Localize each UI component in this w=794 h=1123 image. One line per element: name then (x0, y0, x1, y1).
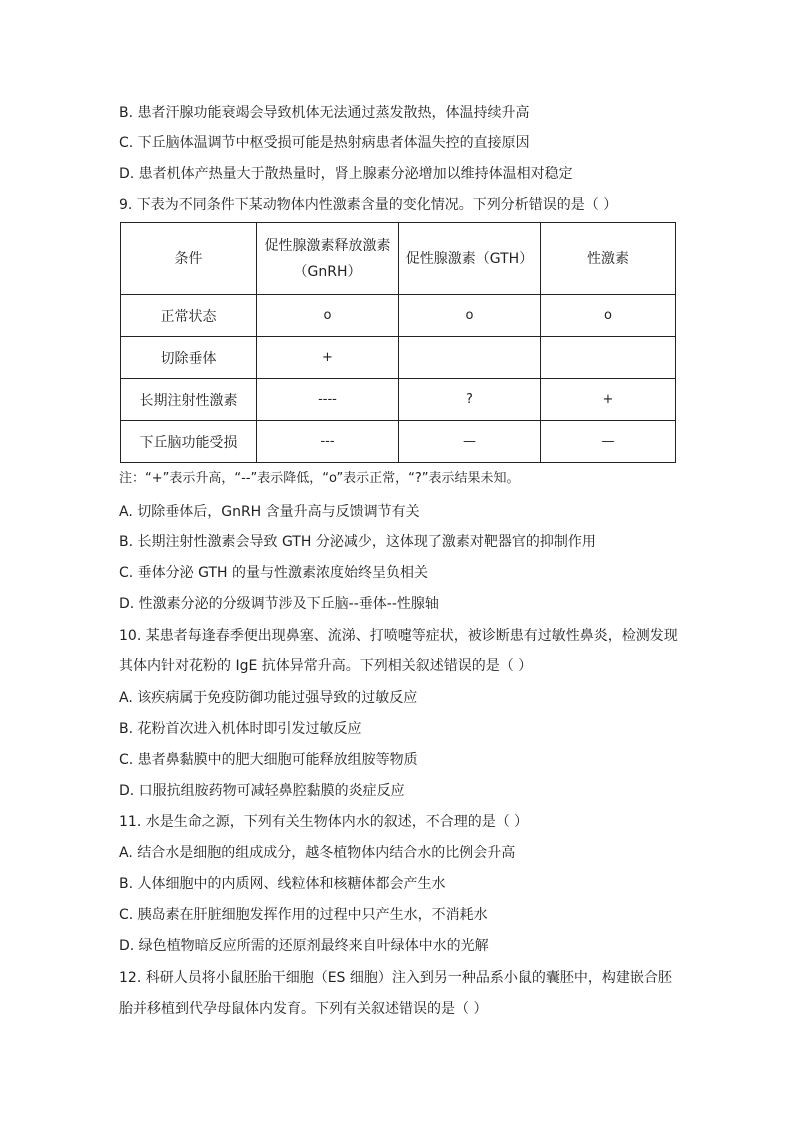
table-header-row (121, 223, 676, 295)
hormone-table (120, 222, 676, 463)
q9-option-d: D. 性激素分泌的分级调节涉及下丘脑--垂体--性腺轴 (119, 596, 439, 612)
q8-option-c: C. 下丘脑体温调节中枢受损可能是热射病患者体温失控的直接原因 (119, 135, 530, 151)
q9-option-b: B. 长期注射性激素会导致 GTH 分泌减少，这体现了激素对靶器官的抑制作用 (119, 534, 596, 550)
table-cell-gnrh: ---- (257, 379, 399, 421)
q10-option-c: C. 患者鼻黏膜中的肥大细胞可能释放组胺等物质 (119, 752, 418, 768)
table-cell-sex-hormone (541, 337, 676, 379)
table-cell-gnrh: o (257, 295, 399, 337)
q10-option-d: D. 口服抗组胺药物可减轻鼻腔黏膜的炎症反应 (119, 783, 405, 799)
table-header-gth: 促性腺激素（GTH） (399, 223, 541, 295)
table-header-gnrh: 促性腺激素释放激素（GnRH） (257, 223, 399, 295)
q11-option-a: A. 结合水是细胞的组成成分，越冬植物体内结合水的比例会升高 (119, 845, 516, 861)
table-cell-gth: ? (399, 379, 541, 421)
table-cell-sex-hormone: — (541, 421, 676, 463)
q9-option-a: A. 切除垂体后，GnRH 含量升高与反馈调节有关 (119, 504, 420, 520)
table-cell-gth: o (399, 295, 541, 337)
table-cell-condition: 长期注射性激素 (121, 379, 257, 421)
table-cell-gth: — (399, 421, 541, 463)
q10-option-a: A. 该疾病属于免疫防御功能过强导致的过敏反应 (119, 690, 418, 706)
table-header-condition: 条件 (121, 223, 257, 295)
table-cell-condition: 正常状态 (121, 295, 257, 337)
table-row (121, 421, 676, 463)
q11-option-d: D. 绿色植物暗反应所需的还原剂最终来自叶绿体中水的光解 (119, 938, 489, 954)
table-cell-condition: 下丘脑功能受损 (121, 421, 257, 463)
q12-stem-line-1: 12. 科研人员将小鼠胚胎干细胞（ES 细胞）注入到另一种品系小鼠的囊胚中，构建嵌合胚 (119, 970, 672, 986)
q11-option-c: C. 胰岛素在肝脏细胞发挥作用的过程中只产生水，不消耗水 (119, 907, 488, 923)
table-cell-gnrh: --- (257, 421, 399, 463)
q12-stem-line-2: 胎并移植到代孕母鼠体内发育。下列有关叙述错误的是（ ） (119, 1001, 488, 1017)
table-cell-condition: 切除垂体 (121, 337, 257, 379)
q11-stem: 11. 水是生命之源，下列有关生物体内水的叙述，不合理的是（ ） (119, 814, 529, 830)
q11-option-b: B. 人体细胞中的内质网、线粒体和核糖体都会产生水 (119, 876, 446, 892)
table-cell-sex-hormone: + (541, 379, 676, 421)
table-row (121, 337, 676, 379)
table-cell-sex-hormone: o (541, 295, 676, 337)
table-cell-gnrh: + (257, 337, 399, 379)
q8-option-b: B. 患者汗腺功能衰竭会导致机体无法通过蒸发散热，体温持续升高 (119, 105, 530, 121)
table-note: 注：“+”表示升高，“--”表示降低，“o”表示正常，“?”表示结果未知。 (119, 471, 520, 486)
table-row (121, 295, 676, 337)
table-cell-gth (399, 337, 541, 379)
q10-stem-line-1: 10. 某患者每逢春季便出现鼻塞、流涕、打喷嚏等症状，被诊断患有过敏性鼻炎，检测发现 (119, 628, 678, 644)
q10-option-b: B. 花粉首次进入机体时即引发过敏反应 (119, 721, 362, 737)
q8-option-d: D. 患者机体产热量大于散热量时，肾上腺素分泌增加以维持体温相对稳定 (119, 166, 573, 182)
table-header-sex-hormone: 性激素 (541, 223, 676, 295)
q10-stem-line-2: 其体内针对花粉的 IgE 抗体异常升高。下列相关叙述错误的是（ ） (119, 658, 533, 674)
q9-stem: 9. 下表为不同条件下某动物体内性激素含量的变化情况。下列分析错误的是（ ） (119, 197, 618, 213)
q9-option-c: C. 垂体分泌 GTH 的量与性激素浓度始终呈负相关 (119, 565, 429, 581)
table-row (121, 379, 676, 421)
